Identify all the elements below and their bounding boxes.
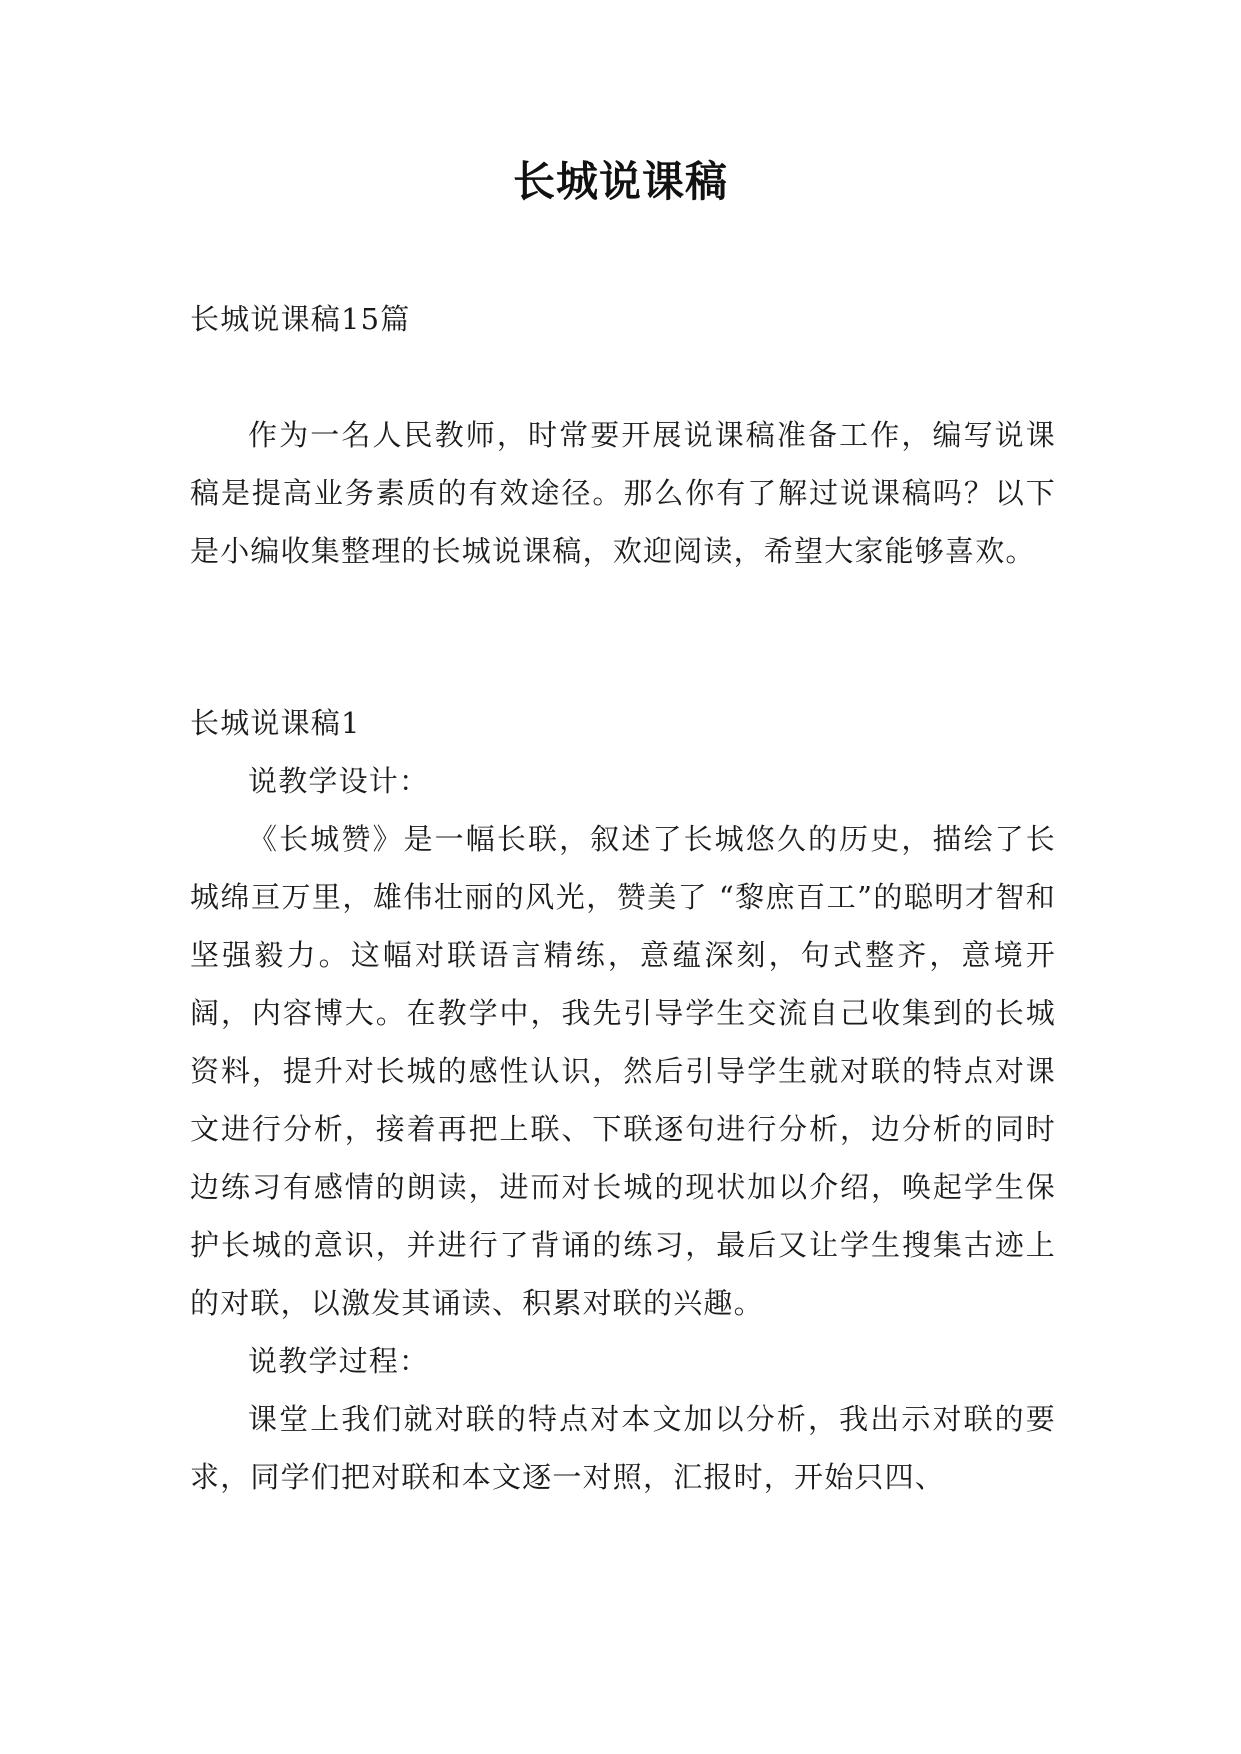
section-heading: 长城说课稿1 (190, 706, 361, 740)
design-label: 说教学设计： (248, 764, 430, 798)
design-paragraph: 《长城赞》是一幅长联，叙述了长城悠久的历史，描绘了长城绵亘万里，雄伟壮丽的风光，赞美了 “黎庶百工”的聪明才智和坚强毅力。这幅对联语言精练，意蕴深刻，句式整齐，意境开阔，内容博大。在教学中，我先引导学生交流自己收集到的长城资料，提升对长城的感性认识，然后引导学生就对联的特点对课文进行分析，接着再把上联、下联逐句进行分析，边分析的同时边练习有感情的朗读，进而对长城的现状加以介绍，唤起学生保护长城的意识，并进行了背诵的练习，最后又让学生搜集古迹上的对联，以激发其诵读、积累对联的兴趣。 (190, 822, 1056, 1320)
intro-block (190, 406, 1056, 580)
section-1 (190, 694, 1056, 1506)
process-label: 说教学过程： (248, 1344, 430, 1378)
process-paragraph: 课堂上我们就对联的特点对本文加以分析，我出示对联的要求，同学们把对联和本文逐一对照，汇报时，开始只四、 (190, 1402, 1056, 1494)
document-subtitle: 长城说课稿15篇 (190, 302, 411, 336)
intro-paragraph: 作为一名人民教师，时常要开展说课稿准备工作，编写说课稿是提高业务素质的有效途径。那么你有了解过说课稿吗？以下是小编收集整理的长城说课稿，欢迎阅读，希望大家能够喜欢。 (190, 418, 1056, 568)
document-title: 长城说课稿 (512, 157, 728, 206)
